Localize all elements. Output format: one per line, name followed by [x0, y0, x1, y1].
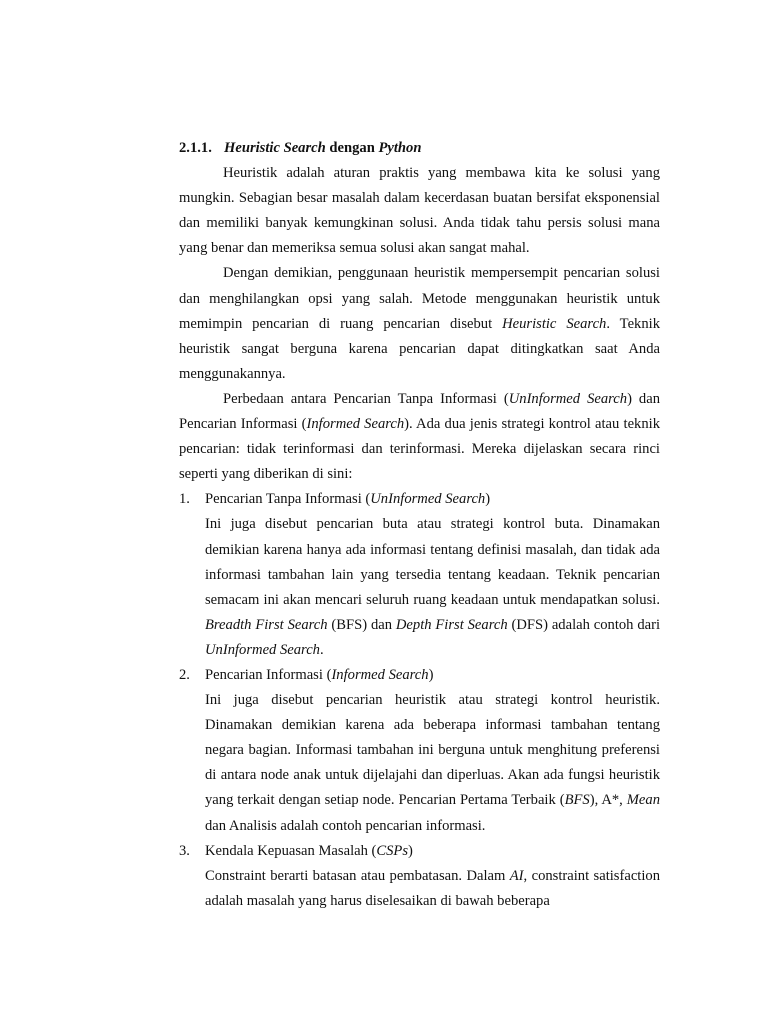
list-item-body-text: Ini juga disebut pencarian buta atau strategi kontrol buta. Dinamakan demikian karena hanya ada informasi tentang definisi masalah, dan tidak ada informasi tambahan lain yang tersedia tentang keadaan. Teknik pencarian semacam ini akan mencari seluruh ruang keadaan untuk mendapatkan solusi. — [205, 516, 660, 608]
list-item-body-text: Ini juga disebut pencarian heuristik atau strategi kontrol heuristik. Dinamakan demikian karena ada beberapa informasi tambahan tentang negara bagian. Informasi tambahan ini berguna untuk menghitung preferensi di antara node anak untuk dijelajahi dan diperluas. Akan ada fungsi heuristik yang terkait dengan setiap node. Pencarian Pertama Terbaik ( — [205, 692, 660, 809]
paragraph-1 — [179, 161, 660, 261]
list-item-body — [205, 688, 660, 839]
list-item-title — [179, 663, 660, 688]
list-item-body-text: dan Analisis adalah contoh pencarian informasi. — [205, 817, 486, 834]
list-item-title-text: Kendala Kepuasan Masalah ( — [205, 842, 377, 859]
paragraph-3-text-e: ). Ada dua jenis strategi kontrol atau teknik pencarian: tidak terinformasi dan terinformasi. Mereka dijelaskan secara rinci seperti yang diberikan di sini: — [179, 416, 660, 483]
paragraph-1-text: Heuristik adalah aturan praktis yang membawa kita ke solusi yang mungkin. Sebagian besar masalah dalam kecerdasan buatan bersifat eksponensial dan memiliki banyak kemungkinan solusi. Anda tidak tahu persis solusi mana yang benar dan memeriksa semua solusi akan sangat mahal. — [179, 165, 660, 257]
search-types-list — [179, 487, 660, 914]
heading-title-italic: Heuristic Search — [224, 140, 326, 156]
list-item-body-italic: Depth First Search — [395, 616, 508, 633]
list-item-body-italic: UnInformed Search — [205, 641, 320, 658]
list-item-number: 2. — [179, 666, 190, 683]
paragraph-3-italic-2: Informed Search — [306, 416, 405, 433]
list-item-body-text: . — [319, 641, 324, 658]
list-item-body — [205, 864, 660, 914]
list-item-title-italic: UnInformed Search — [370, 491, 486, 508]
list-item-title-end: ) — [408, 842, 413, 859]
list-item — [179, 663, 660, 839]
paragraph-3-text-c: ) dan Pencarian Informasi ( — [179, 390, 660, 433]
section-number: 2.1.1. — [179, 140, 212, 156]
list-item-body-text: Constraint berarti batasan atau pembatasan. Dalam — [205, 867, 510, 884]
list-item-title-end: ) — [485, 491, 491, 508]
list-item-body-italic: AI — [509, 867, 524, 884]
list-item-body — [205, 512, 660, 663]
list-item-title-text: Pencarian Informasi ( — [205, 666, 332, 683]
section-heading — [179, 136, 660, 161]
paragraph-3-italic-1: UnInformed Search — [508, 390, 628, 407]
paragraph-3 — [179, 387, 660, 487]
list-item-number: 3. — [179, 842, 190, 859]
list-item-body-text: , constraint satisfaction adalah masalah yang harus diselesaikan di bawah beberapa — [205, 867, 660, 909]
paragraph-2-text-c: . Teknik heuristik sangat berguna karena pencarian dapat ditingkatkan saat Anda menggunakannya. — [179, 315, 660, 382]
heading-title-italic-2: Python — [378, 140, 422, 156]
list-item-title-end: ) — [428, 666, 434, 683]
list-item-body-italic: Mean — [626, 792, 660, 809]
heading-title-mid: dengan — [325, 140, 379, 156]
list-item-title — [179, 487, 660, 512]
list-item-number: 1. — [179, 491, 190, 508]
list-item-body-text: ), A*, — [589, 792, 627, 809]
paragraph-2 — [179, 261, 660, 386]
paragraph-2-italic: Heuristic Search — [502, 315, 607, 332]
list-item-title-text: Pencarian Tanpa Informasi ( — [205, 491, 371, 508]
list-item — [179, 487, 660, 663]
list-item-body-italic: BFS — [564, 792, 590, 809]
list-item — [179, 839, 660, 914]
paragraph-2-text-a: Dengan demikian, penggunaan heuristik mempersempit pencarian solusi dan menghilangkan opsi yang salah. Metode menggunakan heuristik untuk memimpin pencarian di ruang pencarian disebut — [179, 265, 660, 332]
paragraph-3-text-a: Perbedaan antara Pencarian Tanpa Informasi ( — [223, 390, 509, 407]
list-item-title-italic: CSPs — [376, 842, 409, 859]
list-item-body-text: (DFS) adalah contoh dari — [507, 616, 661, 633]
list-item-title — [179, 839, 660, 864]
list-item-title-italic: Informed Search — [331, 666, 429, 683]
list-item-body-italic: Breadth First Search — [205, 616, 328, 633]
list-item-body-text: (BFS) dan — [327, 616, 396, 633]
